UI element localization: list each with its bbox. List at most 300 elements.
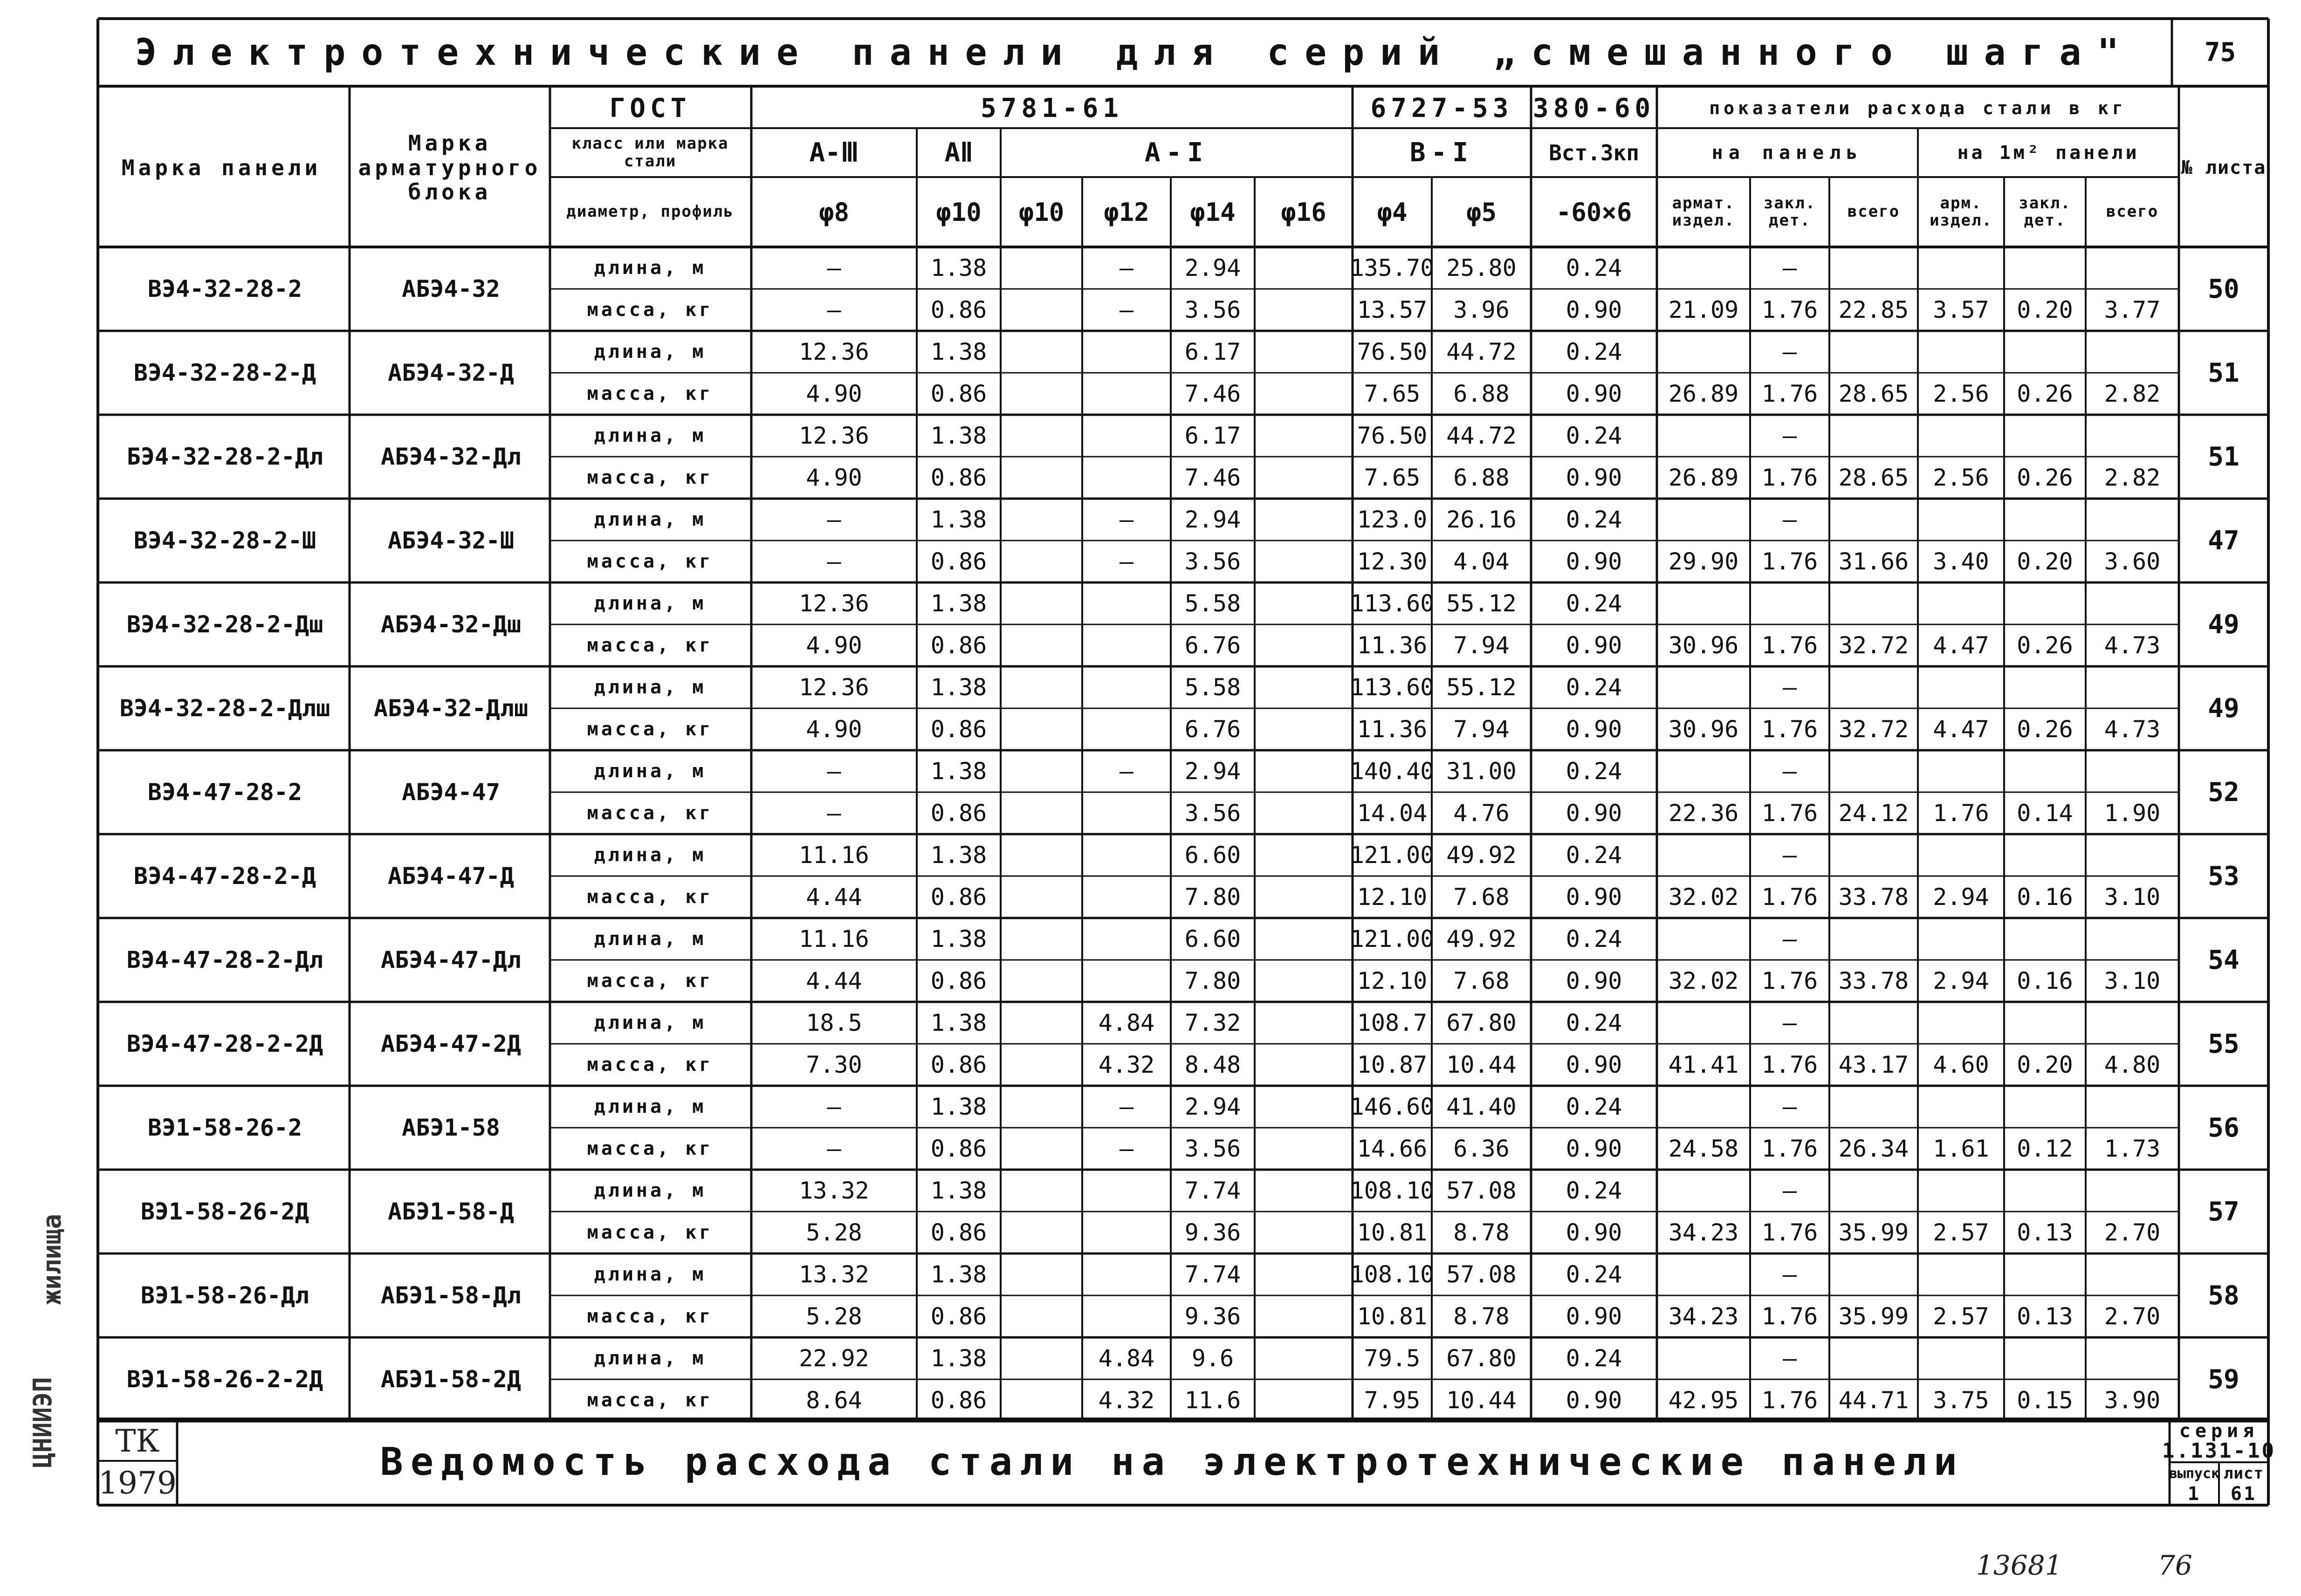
block-mark: АБЭ1-58-Дл bbox=[380, 1282, 522, 1309]
mass-value: 1.76 bbox=[1761, 296, 1818, 323]
length-value bbox=[1657, 1254, 1750, 1295]
length-value bbox=[1918, 1337, 2004, 1379]
length-value bbox=[1001, 499, 1082, 541]
mass-value bbox=[1082, 1295, 1171, 1337]
mass-value: 3.56 bbox=[1184, 296, 1241, 323]
diameter-phi10-a2: φ10 bbox=[936, 197, 982, 227]
series-label: серия bbox=[2179, 1420, 2259, 1442]
length-value bbox=[1829, 415, 1918, 457]
length-value: 0.24 bbox=[1566, 590, 1622, 617]
panel-mark: ВЭ1-58-26-2Д bbox=[140, 1198, 309, 1225]
length-value: 67.80 bbox=[1446, 1345, 1517, 1372]
panel-mark: ВЭ1-58-26-2 bbox=[147, 1114, 302, 1141]
length-value bbox=[1082, 666, 1171, 708]
issue-label: выпуск bbox=[2169, 1465, 2220, 1482]
mass-value: 7.68 bbox=[1453, 884, 1510, 911]
diameter-phi10: φ10 bbox=[1018, 197, 1065, 227]
length-value bbox=[1001, 666, 1082, 708]
length-value: — bbox=[1782, 1261, 1797, 1288]
mass-value: 2.82 bbox=[2104, 380, 2161, 407]
length-value bbox=[1918, 1254, 2004, 1295]
mass-value: 0.90 bbox=[1566, 632, 1622, 659]
row-label-length: длина, м bbox=[594, 1096, 707, 1117]
mass-value bbox=[1255, 1212, 1353, 1254]
length-value bbox=[1082, 834, 1171, 876]
mass-value: — bbox=[827, 548, 841, 575]
length-value bbox=[1657, 1337, 1750, 1379]
mass-value bbox=[1001, 960, 1082, 1002]
mass-value: 7.95 bbox=[1364, 1387, 1421, 1414]
mass-value: — bbox=[1119, 296, 1134, 323]
block-mark: АБЭ1-58-Д bbox=[388, 1198, 514, 1225]
mass-value bbox=[1001, 1295, 1082, 1337]
length-value bbox=[2086, 834, 2179, 876]
length-value: 49.92 bbox=[1446, 925, 1517, 952]
length-value bbox=[1255, 415, 1353, 457]
mass-value: 7.65 bbox=[1364, 464, 1421, 491]
mass-value: 6.76 bbox=[1184, 632, 1241, 659]
row-label-length: длина, м bbox=[594, 677, 707, 698]
length-value bbox=[1657, 499, 1750, 541]
length-value bbox=[2004, 499, 2086, 541]
grade-a1: A-I bbox=[1144, 137, 1209, 168]
length-value: 135.70 bbox=[1350, 254, 1435, 281]
mass-value: 1.76 bbox=[1761, 1135, 1818, 1162]
diameter-phi14: φ14 bbox=[1190, 197, 1236, 227]
mass-value: 1.76 bbox=[1761, 464, 1818, 491]
length-value bbox=[1829, 247, 1918, 289]
mass-value: 3.75 bbox=[1933, 1387, 1989, 1414]
mass-value: 11.36 bbox=[1357, 632, 1428, 659]
length-value: — bbox=[1782, 925, 1797, 952]
length-value bbox=[1255, 247, 1353, 289]
length-value: 12.36 bbox=[799, 674, 869, 701]
mass-value: 2.57 bbox=[1933, 1219, 1989, 1246]
list-value: 61 bbox=[2230, 1483, 2257, 1505]
mass-value: 31.66 bbox=[1838, 548, 1909, 575]
mass-value: 28.65 bbox=[1838, 380, 1909, 407]
mass-value bbox=[1255, 708, 1353, 750]
length-value bbox=[2086, 666, 2179, 708]
mass-value: 8.78 bbox=[1453, 1219, 1510, 1246]
mass-value: 0.20 bbox=[2017, 548, 2073, 575]
length-value: 41.40 bbox=[1446, 1093, 1517, 1120]
length-value: — bbox=[1782, 254, 1797, 281]
panel-mark: ВЭ4-47-28-2 bbox=[147, 779, 302, 806]
mass-value bbox=[1255, 792, 1353, 834]
mass-value bbox=[1082, 624, 1171, 666]
length-value: 0.24 bbox=[1566, 254, 1622, 281]
mass-value bbox=[1001, 373, 1082, 415]
mass-value: 5.28 bbox=[806, 1219, 862, 1246]
panel-mark: ВЭ4-47-28-2-Дл bbox=[126, 946, 323, 973]
sub-zakl-det: закл. дет. bbox=[1763, 193, 1816, 230]
mass-value: 4.04 bbox=[1453, 548, 1510, 575]
mass-value bbox=[1255, 457, 1353, 499]
length-value: 1.38 bbox=[930, 842, 987, 869]
length-value: 4.84 bbox=[1098, 1009, 1155, 1036]
length-value bbox=[2004, 1086, 2086, 1128]
mass-value: 4.60 bbox=[1933, 1051, 1989, 1078]
mass-value: 32.72 bbox=[1838, 632, 1909, 659]
block-mark: АБЭ4-47-Дл bbox=[380, 946, 522, 973]
length-value bbox=[1082, 582, 1171, 624]
mass-value bbox=[1082, 1212, 1171, 1254]
length-value bbox=[2004, 750, 2086, 792]
mass-value: 2.70 bbox=[2104, 1303, 2161, 1330]
mass-value bbox=[1082, 876, 1171, 918]
mass-value: 4.80 bbox=[2104, 1051, 2161, 1078]
mass-value: 24.12 bbox=[1838, 800, 1909, 827]
length-value bbox=[1918, 1002, 2004, 1044]
row-label-length: длина, м bbox=[594, 425, 707, 446]
length-value bbox=[1001, 331, 1082, 373]
length-value: 0.24 bbox=[1566, 338, 1622, 365]
mass-value: 1.76 bbox=[1761, 884, 1818, 911]
panel-mark: ВЭ1-58-26-Дл bbox=[140, 1282, 309, 1309]
length-value bbox=[1082, 331, 1171, 373]
mass-value: 1.76 bbox=[1761, 1051, 1818, 1078]
length-value: 55.12 bbox=[1446, 590, 1517, 617]
mass-value: 1.76 bbox=[1761, 548, 1818, 575]
length-value: — bbox=[1782, 1093, 1797, 1120]
top-sheet-number: 75 bbox=[2204, 37, 2236, 68]
mass-value: 22.36 bbox=[1668, 800, 1739, 827]
header-per-m2: на 1м² панели bbox=[1957, 142, 2140, 164]
mass-value: 7.80 bbox=[1184, 967, 1241, 994]
length-value bbox=[1657, 834, 1750, 876]
mass-value: 4.47 bbox=[1933, 716, 1989, 743]
mass-value: 4.76 bbox=[1453, 800, 1510, 827]
mass-value: 0.86 bbox=[930, 464, 987, 491]
length-value: 49.92 bbox=[1446, 842, 1517, 869]
mass-value: 0.86 bbox=[930, 1387, 987, 1414]
length-value bbox=[2086, 582, 2179, 624]
mass-value: — bbox=[827, 1135, 841, 1162]
mass-value: 9.36 bbox=[1184, 1303, 1241, 1330]
length-value: 0.24 bbox=[1566, 758, 1622, 785]
length-value bbox=[2086, 918, 2179, 960]
sheet-ref: 51 bbox=[2208, 441, 2239, 472]
row-label-mass: масса, кг bbox=[587, 635, 714, 656]
side-label-zhilishcha: жилища bbox=[37, 1213, 67, 1305]
length-value: 13.32 bbox=[799, 1261, 869, 1288]
length-value bbox=[2086, 1002, 2179, 1044]
series-value: 1.131-10 bbox=[2162, 1439, 2276, 1463]
mass-value: 4.73 bbox=[2104, 716, 2161, 743]
length-value: 0.24 bbox=[1566, 674, 1622, 701]
sheet-ref: 55 bbox=[2208, 1028, 2239, 1059]
length-value bbox=[1657, 247, 1750, 289]
length-value: 1.38 bbox=[930, 1345, 987, 1372]
panel-mark: ВЭ4-32-28-2-Ш bbox=[133, 527, 316, 554]
length-value bbox=[1001, 415, 1082, 457]
mass-value: 1.76 bbox=[1761, 800, 1818, 827]
mass-value: 3.56 bbox=[1184, 1135, 1241, 1162]
mass-value: 8.48 bbox=[1184, 1051, 1241, 1078]
length-value: — bbox=[827, 254, 841, 281]
mass-value: 0.86 bbox=[930, 1051, 987, 1078]
sheet-ref: 47 bbox=[2208, 525, 2239, 556]
mass-value: 11.36 bbox=[1357, 716, 1428, 743]
mass-value: 11.6 bbox=[1184, 1387, 1241, 1414]
header-block-mark: Марка арматурного блока bbox=[358, 130, 542, 205]
length-value: 11.16 bbox=[799, 842, 869, 869]
panel-mark: БЭ4-32-28-2-Дл bbox=[126, 443, 323, 470]
grade-a2: AⅡ bbox=[944, 137, 973, 168]
length-value: 0.24 bbox=[1566, 1009, 1622, 1036]
mass-value: 32.72 bbox=[1838, 716, 1909, 743]
length-value bbox=[1918, 247, 2004, 289]
row-label-length: длина, м bbox=[594, 928, 707, 950]
length-value: 76.50 bbox=[1357, 338, 1428, 365]
mass-value: — bbox=[827, 800, 841, 827]
mass-value: 4.44 bbox=[806, 884, 862, 911]
length-value: 0.24 bbox=[1566, 1177, 1622, 1204]
length-value: — bbox=[1782, 506, 1797, 533]
mass-value: 32.02 bbox=[1668, 967, 1739, 994]
length-value: 7.32 bbox=[1184, 1009, 1241, 1036]
row-label-length: длина, м bbox=[594, 1264, 707, 1285]
row-label-mass: масса, кг bbox=[587, 1222, 714, 1243]
sub-total: всего bbox=[1847, 202, 1900, 221]
mass-value: 1.61 bbox=[1933, 1135, 1989, 1162]
mass-value bbox=[1255, 876, 1353, 918]
mass-value: 0.16 bbox=[2017, 884, 2073, 911]
length-value bbox=[1255, 331, 1353, 373]
length-value bbox=[1657, 1002, 1750, 1044]
mass-value: 12.10 bbox=[1357, 884, 1428, 911]
mass-value: 21.09 bbox=[1668, 296, 1739, 323]
row-label-mass: масса, кг bbox=[587, 551, 714, 572]
length-value bbox=[1255, 918, 1353, 960]
gost-380-60: 380-60 bbox=[1532, 93, 1655, 123]
length-value: 1.38 bbox=[930, 1009, 987, 1036]
mass-value: 0.86 bbox=[930, 800, 987, 827]
mass-value: 7.65 bbox=[1364, 380, 1421, 407]
length-value bbox=[2086, 499, 2179, 541]
block-mark: АБЭ4-32-Д bbox=[388, 359, 514, 386]
length-value: 26.16 bbox=[1446, 506, 1517, 533]
grade-vst3kp: Вст.3кп bbox=[1549, 140, 1639, 165]
length-value: 31.00 bbox=[1446, 758, 1517, 785]
length-value: 67.80 bbox=[1446, 1009, 1517, 1036]
length-value: 6.60 bbox=[1184, 842, 1241, 869]
length-value bbox=[1918, 582, 2004, 624]
mass-value: 6.88 bbox=[1453, 464, 1510, 491]
length-value bbox=[2086, 331, 2179, 373]
length-value bbox=[1657, 1170, 1750, 1212]
row-label-length: длина, м bbox=[594, 1348, 707, 1369]
length-value bbox=[1001, 1170, 1082, 1212]
length-value bbox=[1657, 1086, 1750, 1128]
length-value: 44.72 bbox=[1446, 422, 1517, 449]
mass-value: 0.90 bbox=[1566, 1051, 1622, 1078]
mass-value: 4.73 bbox=[2104, 632, 2161, 659]
length-value: 7.74 bbox=[1184, 1261, 1241, 1288]
mass-value: 8.78 bbox=[1453, 1303, 1510, 1330]
length-value bbox=[1829, 1002, 1918, 1044]
header-steel-class: класс или марка стали bbox=[571, 134, 729, 171]
mass-value: 1.90 bbox=[2104, 800, 2161, 827]
length-value bbox=[1082, 918, 1171, 960]
mass-value: 12.10 bbox=[1357, 967, 1428, 994]
mass-value: 0.86 bbox=[930, 1303, 987, 1330]
length-value bbox=[1255, 750, 1353, 792]
mass-value: 35.99 bbox=[1838, 1303, 1909, 1330]
document-title: Ведомость расхода стали на электротехнические панели bbox=[380, 1440, 1964, 1484]
length-value: 140.40 bbox=[1350, 758, 1435, 785]
mass-value: 0.90 bbox=[1566, 1135, 1622, 1162]
length-value: — bbox=[827, 758, 841, 785]
mass-value: 0.86 bbox=[930, 1219, 987, 1246]
length-value bbox=[1657, 750, 1750, 792]
mass-value: 3.60 bbox=[2104, 548, 2161, 575]
mass-value bbox=[1001, 1212, 1082, 1254]
length-value bbox=[1918, 331, 2004, 373]
panel-mark: ВЭ4-47-28-2-2Д bbox=[126, 1030, 323, 1057]
row-label-length: длина, м bbox=[594, 1012, 707, 1034]
diameter-phi16: φ16 bbox=[1281, 197, 1326, 227]
sheet-ref: 58 bbox=[2208, 1280, 2239, 1311]
mass-value: 2.94 bbox=[1933, 967, 1989, 994]
handwritten-number: 13681 bbox=[1976, 1549, 2062, 1581]
mass-value: 0.16 bbox=[2017, 967, 2073, 994]
length-value bbox=[1255, 666, 1353, 708]
length-value bbox=[1255, 834, 1353, 876]
length-value bbox=[2004, 582, 2086, 624]
mass-value: 33.78 bbox=[1838, 884, 1909, 911]
mass-value: 0.90 bbox=[1566, 884, 1622, 911]
mass-value: 7.94 bbox=[1453, 716, 1510, 743]
block-mark: АБЭ4-32-Дл bbox=[380, 443, 522, 470]
mass-value: 0.86 bbox=[930, 548, 987, 575]
length-value: 0.24 bbox=[1566, 1345, 1622, 1372]
block-mark: АБЭ4-47 bbox=[402, 779, 500, 806]
mass-value: 1.76 bbox=[1933, 800, 1989, 827]
mass-value: 7.46 bbox=[1184, 464, 1241, 491]
mass-value: 0.26 bbox=[2017, 716, 2073, 743]
mass-value: 2.56 bbox=[1933, 464, 1989, 491]
mass-value bbox=[1001, 708, 1082, 750]
row-label-mass: масса, кг bbox=[587, 299, 714, 321]
length-value: 76.50 bbox=[1357, 422, 1428, 449]
length-value: 113.60 bbox=[1350, 590, 1435, 617]
block-mark: АБЭ1-58 bbox=[402, 1114, 500, 1141]
length-value bbox=[1001, 834, 1082, 876]
row-label-length: длина, м bbox=[594, 760, 707, 782]
row-label-mass: масса, кг bbox=[587, 1306, 714, 1327]
length-value: 2.94 bbox=[1184, 254, 1241, 281]
length-value: 1.38 bbox=[930, 1093, 987, 1120]
mass-value bbox=[1082, 373, 1171, 415]
mass-value: 3.57 bbox=[1933, 296, 1989, 323]
length-value bbox=[1918, 918, 2004, 960]
length-value: 123.0 bbox=[1357, 506, 1428, 533]
mass-value: 7.94 bbox=[1453, 632, 1510, 659]
length-value: — bbox=[1782, 674, 1797, 701]
list-label: лист bbox=[2224, 1464, 2264, 1483]
length-value bbox=[1918, 1170, 2004, 1212]
mass-value: 1.76 bbox=[1761, 716, 1818, 743]
length-value bbox=[2086, 1086, 2179, 1128]
mass-value bbox=[1255, 1044, 1353, 1086]
block-mark: АБЭ1-58-2Д bbox=[380, 1366, 522, 1393]
row-label-mass: масса, кг bbox=[587, 383, 714, 404]
length-value: 5.58 bbox=[1184, 590, 1241, 617]
length-value bbox=[1750, 582, 1829, 624]
sub-arm-izdel: армат. издел. bbox=[1672, 193, 1735, 230]
mass-value: 0.13 bbox=[2017, 1219, 2073, 1246]
row-label-length: длина, м bbox=[594, 509, 707, 530]
length-value: 79.5 bbox=[1364, 1345, 1421, 1372]
header-panel-mark: Марка панели bbox=[121, 155, 322, 180]
mass-value bbox=[1082, 792, 1171, 834]
mass-value: 34.23 bbox=[1668, 1219, 1739, 1246]
mass-value: 0.90 bbox=[1566, 1303, 1622, 1330]
row-label-length: длина, м bbox=[594, 1180, 707, 1201]
stamp-tk: ТК bbox=[115, 1423, 160, 1459]
mass-value: 22.85 bbox=[1838, 296, 1909, 323]
row-label-length: длина, м bbox=[594, 593, 707, 614]
length-value: 121.00 bbox=[1350, 925, 1435, 952]
mass-value bbox=[1001, 289, 1082, 331]
length-value: 121.00 bbox=[1350, 842, 1435, 869]
mass-value: 2.94 bbox=[1933, 884, 1989, 911]
length-value: 0.24 bbox=[1566, 506, 1622, 533]
mass-value: 3.77 bbox=[2104, 296, 2161, 323]
mass-value: 10.81 bbox=[1357, 1219, 1428, 1246]
mass-value: 7.80 bbox=[1184, 884, 1241, 911]
length-value bbox=[2004, 1337, 2086, 1379]
length-value: — bbox=[1119, 254, 1134, 281]
length-value bbox=[1082, 415, 1171, 457]
sheet-ref: 56 bbox=[2208, 1112, 2239, 1143]
mass-value: 2.56 bbox=[1933, 380, 1989, 407]
length-value bbox=[1001, 1002, 1082, 1044]
length-value bbox=[1918, 750, 2004, 792]
mass-value bbox=[1001, 541, 1082, 582]
mass-value bbox=[1001, 624, 1082, 666]
side-label-cniiep: ЦНИИЭП bbox=[28, 1377, 57, 1468]
row-label-mass: масса, кг bbox=[587, 1138, 714, 1159]
row-label-length: длина, м bbox=[594, 341, 707, 363]
mass-value: 4.32 bbox=[1098, 1051, 1155, 1078]
length-value: — bbox=[1782, 338, 1797, 365]
mass-value: 0.90 bbox=[1566, 800, 1622, 827]
length-value bbox=[2086, 415, 2179, 457]
gost-5781-61: 5781-61 bbox=[980, 93, 1123, 123]
length-value: 0.24 bbox=[1566, 1093, 1622, 1120]
block-mark: АБЭ4-47-Д bbox=[388, 863, 514, 890]
issue-value: 1 bbox=[2187, 1483, 2201, 1505]
mass-value: 3.10 bbox=[2104, 884, 2161, 911]
mass-value: 0.26 bbox=[2017, 632, 2073, 659]
mass-value: 29.90 bbox=[1668, 548, 1739, 575]
mass-value bbox=[1255, 289, 1353, 331]
length-value bbox=[1918, 666, 2004, 708]
mass-value: 41.41 bbox=[1668, 1051, 1739, 1078]
length-value: 2.94 bbox=[1184, 506, 1241, 533]
mass-value bbox=[1082, 708, 1171, 750]
mass-value: 30.96 bbox=[1668, 716, 1739, 743]
mass-value: 26.34 bbox=[1838, 1135, 1909, 1162]
grade-a3: A-Ⅲ bbox=[809, 137, 859, 168]
length-value bbox=[1918, 499, 2004, 541]
mass-value: 26.89 bbox=[1668, 380, 1739, 407]
length-value bbox=[2004, 1002, 2086, 1044]
length-value: 9.6 bbox=[1191, 1345, 1234, 1372]
